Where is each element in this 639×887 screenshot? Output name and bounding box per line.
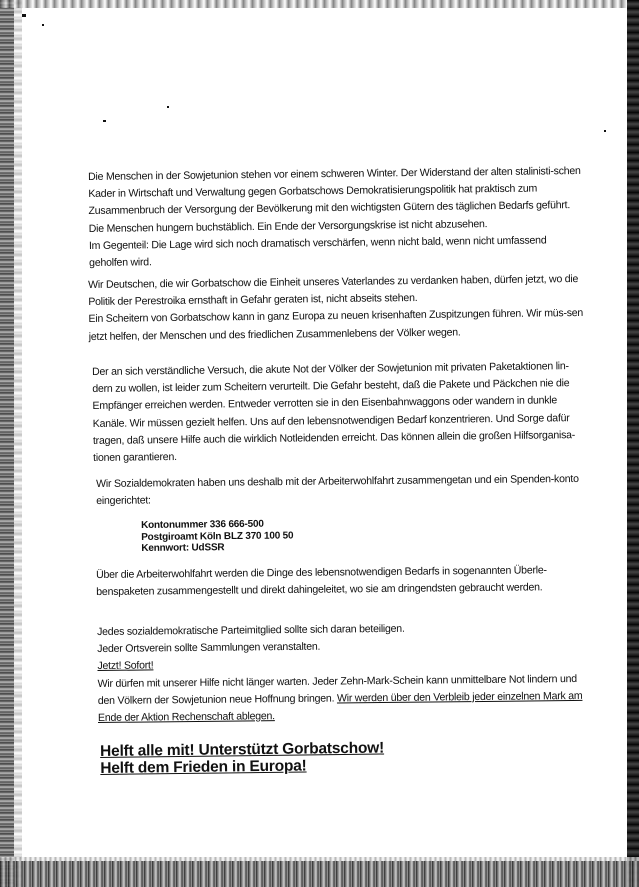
paragraph-1 <box>88 163 584 272</box>
bank-keyword: Kennwort: UdSSR <box>141 542 225 554</box>
paragraph-6-line-1: Jedes sozialdemokratische Parteimitglied sollte sich daran beteiligen. <box>97 622 405 638</box>
paragraph-6-line-3: Jetzt! Sofort! <box>97 659 154 673</box>
paragraph-4-text: Wir Sozialdemokraten haben uns deshalb mit der Arbeiterwohlfahrt zusammengetan und ein Spenden-konto eingerichtet: <box>96 472 579 508</box>
headline-line-1: Helft alle mit! Unterstützt Gorbatschow! <box>100 739 385 760</box>
paragraph-3-text: Der an sich verständliche Versuch, die akute Not der Völker der Sowjetunion mit privaten Paketaktionen lin-dern zu wollen, ist leider zum Scheitern verurteilt. Die Gefahr besteht, daß die Pakete und Päckchen nie die Empfänger erreichen werden. Entweder verrotten sie in den Eisenbahnwaggons oder wandern in dunkle Kanäle. Wir müssen gezielt helfen. Uns auf den lebensnotwendigen Bedarf konzentrieren. Und Sorge dafür tragen, daß unsere Hilfe auch die wirklich Notleidenden erreicht. Das können allein die großen Hilfsorganisa-tionen garantieren. <box>92 360 576 465</box>
bank-name: Postgiroamt Köln BLZ 370 100 50 <box>141 529 294 543</box>
scan-speck <box>42 24 44 26</box>
paragraph-5 <box>96 562 591 602</box>
scan-edge-right <box>627 0 639 887</box>
scan-edge-left-shadow <box>14 0 22 887</box>
scan-edge-top <box>0 0 639 8</box>
paragraph-6-line-2: Jeder Ortsverein sollte Sammlungen veranstalten. <box>97 640 321 656</box>
scan-speck <box>103 120 106 122</box>
scan-speck <box>604 130 606 132</box>
bank-account-number: Kontonummer 336 666-500 <box>141 518 264 531</box>
paragraph-5-text: Über die Arbeiterwohlfahrt werden die Dinge des lebensnotwendigen Bedarfs in sogenannten Überle-benspaketen zusammengestellt und direkt dahingeleitet, wo sie am dringendsten gebraucht werden. <box>96 564 547 599</box>
paragraph-4 <box>96 471 591 511</box>
bank-details <box>141 518 294 554</box>
scan-edge-left <box>0 0 14 887</box>
headline <box>100 738 520 777</box>
paragraph-1-text-2: Im Gegenteil: Die Lage wird sich noch dramatisch verschärfen, wenn nicht bald, wenn nicht umfassend geholfen wird. <box>88 234 547 270</box>
paragraph-2 <box>88 271 584 346</box>
paragraph-6-accountability: Wir werden über den Verbleib jeder einzelnen Mark am Ende der Aktion Rechenschaft ablegen. <box>97 689 583 725</box>
scan-speck <box>22 14 26 17</box>
paragraph-2-text: Wir Deutschen, die wir Gorbatschow die Einheit unseres Vaterlandes zu verdanken haben, dürfen jetzt, wo die Politik der Perestroika ernsthaft in Gefahr geraten ist, nicht abseits stehen. <box>88 273 579 309</box>
paragraph-3 <box>92 358 588 467</box>
paragraph-6-line-4 <box>98 670 594 727</box>
paragraph-1-text: Die Menschen in der Sowjetunion stehen vor einem schweren Winter. Der Widerstand der alten stalinisti-schen Kader in Wirtschaft und Verwaltung gegen Gorbatschows Demokratisierungspolitik hat praktisch zum Zusammenbruch der Versorgung der Bevölkerung mit den wichtigsten Gütern des täglichen Bedarfs geführt. Die Menschen hungern buchstäblich. Ein Ende der Versorgungskrise ist nicht abzusehen. <box>88 164 581 235</box>
paragraph-2-text-2: Ein Scheitern von Gorbatschow kann in ganz Europa zu neuen krisenhaften Zuspitzungen führen. Wir müs-sen jetzt helfen, der Menschen und des friedlichen Zusammenlebens der Völker wegen. <box>88 307 584 343</box>
paragraph-6-line-4-text: Wir dürfen mit unserer Hilfe nicht länger warten. Jeder Zehn-Mark-Schein kann unmittelbare Not lindern und den Völkern der Sowjetunion neue Hoffnung bringen. <box>97 672 577 707</box>
paragraph-6 <box>97 619 593 727</box>
headline-line-2: Helft dem Frieden in Europa! <box>100 757 307 777</box>
scan-speck <box>167 106 169 108</box>
scan-edge-bottom <box>0 861 639 887</box>
